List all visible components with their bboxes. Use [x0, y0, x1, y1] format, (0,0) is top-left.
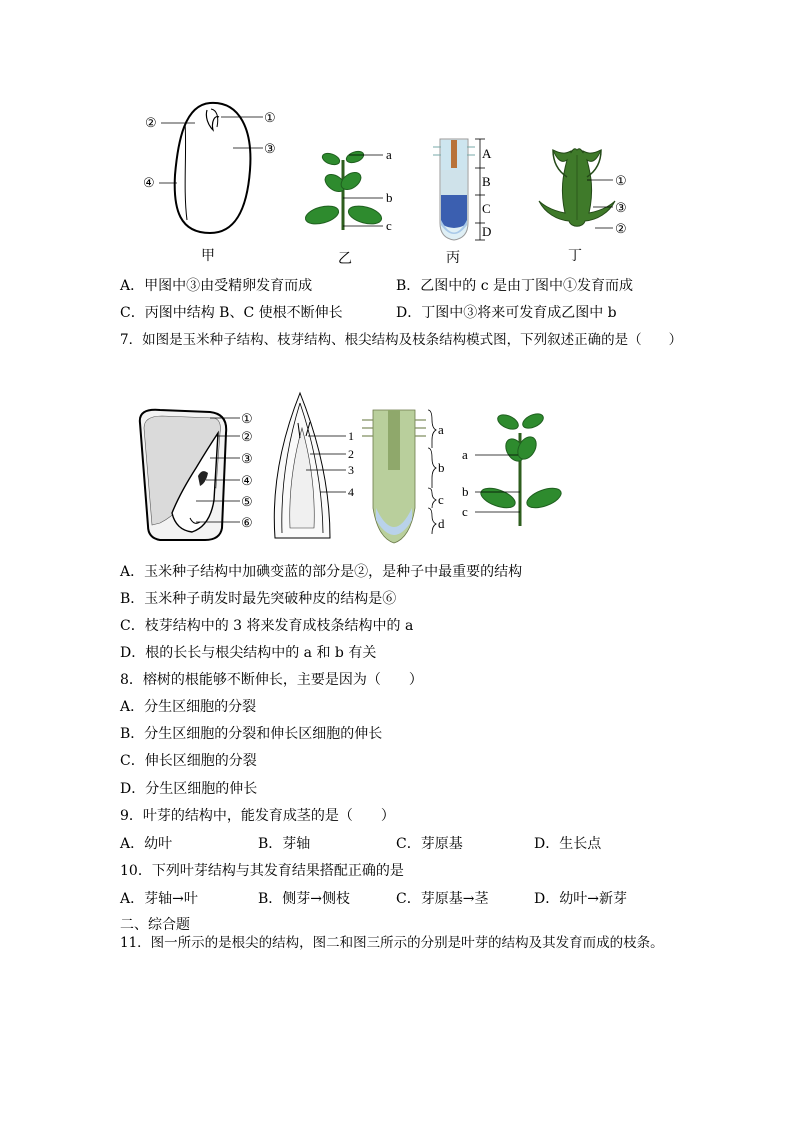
bean-seed-diagram [143, 103, 276, 264]
option-letter: C． [120, 305, 145, 321]
q7-option-d[interactable] [120, 644, 376, 662]
option-letter: C． [120, 618, 145, 634]
q7-option-b[interactable] [120, 590, 396, 608]
option-letter: D． [120, 645, 146, 661]
option-text: 枝芽结构中的 3 将来发育成枝条结构中的 a [144, 618, 414, 634]
option-text: 芽原基 [420, 836, 463, 852]
seedling-label-a: a [386, 147, 392, 162]
option-text: 丙图中结构 B、C 使根不断伸长 [144, 305, 343, 321]
option-letter: D． [396, 305, 422, 321]
root-label-C: C [482, 201, 491, 216]
option-letter: B． [258, 891, 283, 907]
bean-caption: 甲 [201, 249, 215, 264]
option-letter: D． [534, 891, 560, 907]
root-caption: 丙 [446, 251, 460, 266]
bud-label-1: ① [615, 173, 627, 188]
root-label-A: A [482, 146, 492, 161]
option-text: 幼叶→新芽 [559, 891, 627, 907]
q6-option-a[interactable] [120, 277, 312, 295]
option-text: 伸长区细胞的分裂 [144, 753, 257, 769]
section-title: 二、综合题 [120, 917, 190, 933]
option-letter: D． [534, 836, 560, 852]
corn-label-6: ⑥ [241, 515, 253, 530]
root-tip-diagram-q7 [362, 410, 445, 543]
figure-q7-svg [130, 388, 580, 548]
figure-q6 [135, 95, 655, 270]
branch-label-a: a [462, 447, 468, 462]
root-q7-label-d: d [438, 516, 445, 531]
seedling-caption: 乙 [338, 252, 352, 267]
q7-option-a[interactable] [120, 563, 522, 581]
option-letter: A． [120, 891, 145, 907]
option-text: 侧芽→侧枝 [282, 891, 351, 907]
q9-option-a[interactable] [120, 835, 172, 853]
q7-stem: 7．如图是玉米种子结构、枝芽结构、根尖结构及枝条结构模式图，下列叙述正确的是（ ） [120, 332, 683, 348]
root-q7-label-a: a [438, 422, 444, 437]
option-text: 乙图中的 c 是由丁图中①发育而成 [420, 278, 634, 294]
option-letter: B． [396, 278, 421, 294]
bud-structure-label-2: 2 [348, 447, 354, 461]
corn-label-2: ② [241, 429, 253, 444]
root-q7-label-c: c [438, 492, 444, 507]
bud-structure-diagram [274, 393, 354, 538]
option-text: 玉米种子结构中加碘变蓝的部分是②，是种子中最重要的结构 [144, 564, 523, 580]
bean-label-3: ③ [264, 141, 276, 156]
option-letter: B． [120, 591, 145, 607]
option-text: 分生区细胞的伸长 [145, 781, 258, 797]
option-text: 分生区细胞的分裂 [144, 699, 257, 715]
option-letter: A． [120, 699, 145, 715]
bud-structure-label-3: 3 [348, 463, 354, 477]
option-letter: C． [396, 891, 421, 907]
option-letter: B． [120, 726, 145, 742]
bud-label-2: ② [615, 221, 627, 236]
figure-q6-svg [135, 95, 655, 270]
branch-label-c: c [462, 504, 468, 519]
q7-option-c[interactable] [120, 617, 413, 635]
q8-option-d[interactable] [120, 780, 257, 798]
option-letter: C． [120, 753, 145, 769]
bud-caption: 丁 [568, 249, 582, 264]
option-text: 芽轴 [282, 836, 311, 852]
option-letter: A． [120, 836, 145, 852]
bean-label-1: ① [264, 110, 276, 125]
q8-option-a[interactable] [120, 698, 256, 716]
bud-structure-label-1: 1 [348, 429, 354, 443]
q10-stem: 10．下列叶芽结构与其发育结果搭配正确的是 [120, 863, 404, 879]
q10-option-d[interactable] [534, 890, 627, 908]
q6-option-d[interactable] [396, 304, 617, 322]
bean-label-4: ④ [143, 175, 155, 190]
option-letter: C． [396, 836, 421, 852]
q8-stem: 8．榕树的根能够不断伸长，主要是因为（ ） [120, 672, 423, 688]
q6-option-b[interactable] [396, 277, 633, 295]
q11-stem: 11．图一所示的是根尖的结构，图二和图三所示的分别是叶芽的结构及其发育而成的枝条。 [120, 935, 664, 951]
figure-q7 [130, 388, 580, 548]
corn-label-1: ① [241, 411, 253, 426]
q6-option-c[interactable] [120, 304, 343, 322]
q8-option-b[interactable] [120, 725, 382, 743]
option-text: 玉米种子萌发时最先突破种皮的结构是⑥ [144, 591, 397, 607]
corn-label-5: ⑤ [241, 494, 253, 509]
root-label-D: D [482, 224, 492, 239]
option-text: 根的长长与根尖结构中的 a 和 b 有关 [145, 645, 377, 661]
root-tip-diagram-q6 [433, 139, 492, 266]
option-letter: A． [120, 278, 145, 294]
seedling-label-c: c [386, 218, 392, 233]
option-text: 丁图中③将来可发育成乙图中 b [421, 305, 617, 321]
corn-label-3: ③ [241, 451, 253, 466]
option-text: 幼叶 [144, 836, 173, 852]
q9-stem: 9．叶芽的结构中，能发育成茎的是（ ） [120, 808, 395, 824]
seedling-diagram [304, 147, 393, 267]
root-label-B: B [482, 174, 491, 189]
q9-option-b[interactable] [258, 835, 310, 853]
corn-seed-diagram [140, 410, 253, 540]
option-letter: A． [120, 564, 145, 580]
option-letter: B． [258, 836, 283, 852]
branch-label-b: b [462, 484, 469, 499]
root-q7-label-b: b [438, 460, 445, 475]
option-text: 芽轴→叶 [144, 891, 198, 907]
q9-option-d[interactable] [534, 835, 601, 853]
q9-option-c[interactable] [396, 835, 463, 853]
bud-label-3: ③ [615, 200, 627, 215]
option-text: 甲图中③由受精卵发育而成 [144, 278, 313, 294]
leaf-bud-diagram-q6 [539, 149, 627, 264]
q10-option-b[interactable] [258, 890, 350, 908]
corn-label-4: ④ [241, 473, 253, 488]
q8-option-c[interactable] [120, 752, 257, 770]
option-text: 芽原基→茎 [420, 891, 489, 907]
bean-label-2: ② [145, 115, 157, 130]
option-letter: D． [120, 781, 146, 797]
option-text: 生长点 [559, 836, 602, 852]
option-text: 分生区细胞的分裂和伸长区细胞的伸长 [144, 726, 383, 742]
bud-structure-label-4: 4 [348, 485, 354, 499]
branch-diagram [462, 411, 564, 526]
seedling-label-b: b [386, 190, 393, 205]
q10-option-a[interactable] [120, 890, 198, 908]
q10-option-c[interactable] [396, 890, 488, 908]
